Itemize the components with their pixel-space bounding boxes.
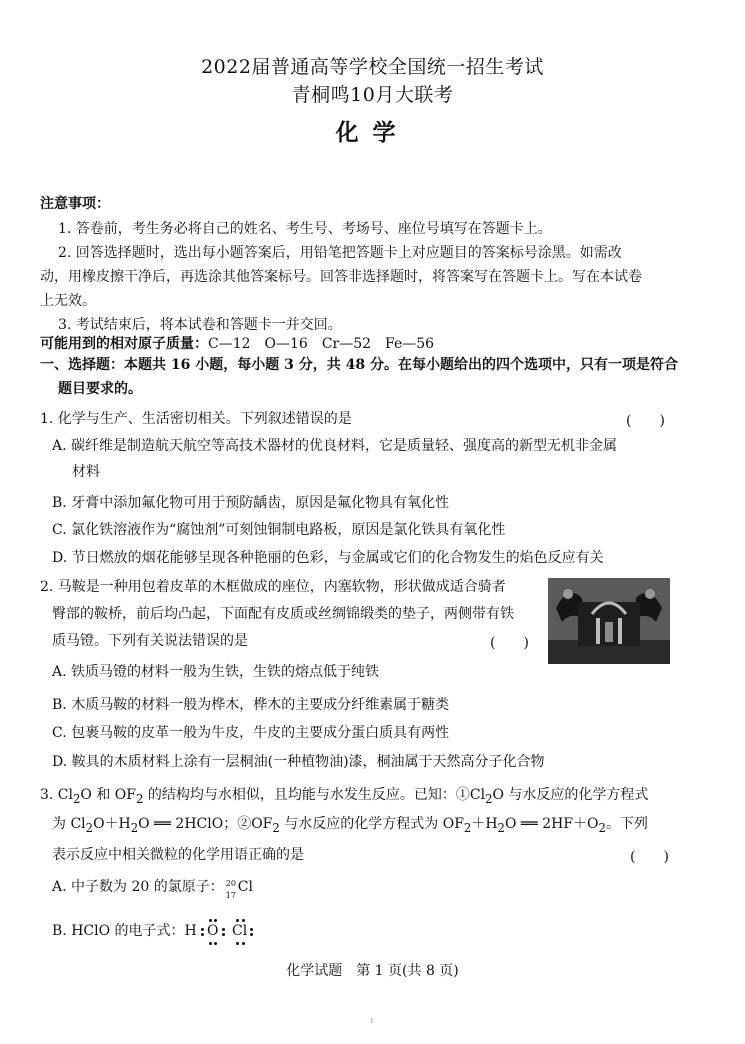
q2-answer-blank: ( ): [490, 635, 529, 651]
q3-option-a: [52, 878, 253, 900]
electron-dot: [242, 919, 245, 922]
electron-dot: [209, 919, 212, 922]
exam-title: 2022届普通高等学校全国统一招生考试: [201, 56, 544, 78]
q3-text: 3. Cl: [40, 787, 73, 803]
q3-stem-2: [52, 815, 648, 837]
q2-option-b: B. 木质马鞍的材料一般为桦木，桦木的主要成分纤维素属于糖类: [52, 697, 450, 713]
notice-item-3: 3. 考试结束后，将本试卷和答题卡一并交回。: [58, 317, 342, 333]
q3-text: 。下列: [605, 816, 648, 832]
electron-dot: [222, 928, 225, 931]
subscript: 2: [497, 820, 505, 835]
atomic-mass-line: [40, 335, 434, 353]
q3-answer-blank: ( ): [630, 849, 669, 865]
notice-item-2c: 上无效。: [40, 293, 96, 309]
atomic-number: 17: [225, 891, 236, 900]
oxygen-symbol: O: [207, 923, 219, 939]
electron-dot: [236, 942, 239, 945]
q3-stem-3: 表示反应中相关微粒的化学用语正确的是: [52, 847, 304, 863]
q2-stem-3: 质马镫。下列有关说法错误的是: [52, 633, 248, 649]
q1-option-d: D. 节日燃放的烟花能够呈现各种艳丽的色彩，与金属或它们的化合物发生的焰色反应有关: [52, 550, 604, 566]
q2-option-c: C. 包裹马鞍的皮革一般为牛皮，牛皮的主要成分蛋白质具有两性: [52, 725, 450, 741]
q3-text: O ══ 2HF＋O: [504, 816, 599, 832]
subscript: 2: [598, 820, 606, 835]
subscript: 2: [130, 820, 139, 835]
notice-item-2b: 动，用橡皮擦干净后，再选涂其他答案标号。回答非选择题时，将答案写在答题卡上。写在本试卷: [40, 269, 642, 285]
q2-option-d: D. 鞍具的木质材料上涂有一层桐油(一种植物油)漆，桐油属于天然高分子化合物: [52, 754, 545, 770]
q2-stem-2: 臀部的鞍桥，前后均凸起，下面配有皮质或丝绸锦缎类的垫子，两侧带有铁: [52, 606, 514, 622]
electron-dot: [214, 919, 217, 922]
q2-option-a: A. 铁质马镫的材料一般为生铁，生铁的熔点低于纯铁: [52, 664, 380, 680]
q2-stem-1: 2. 马鞍是一种用包着皮革的木框做成的座位，内塞软物，形状做成适合骑者: [40, 579, 506, 595]
q1-answer-blank: ( ): [626, 413, 665, 429]
electron-dot: [250, 928, 253, 931]
mass-number: 20: [225, 879, 236, 888]
atomic-mass-label: 可能用到的相对原子质量：: [40, 336, 208, 352]
q3-stem-1: [40, 786, 648, 808]
notice-item-1: 1. 答卷前，考生务必将自己的姓名、考生号、考场号、座位号填写在答题卡上。: [58, 221, 552, 237]
q1-option-a: A. 碳纤维是制造航天航空等高技术器材的优良材料，它是质量轻、强度高的新型无机非金属: [52, 438, 618, 454]
electron-dot: [242, 942, 245, 945]
notice-item-2a: 2. 回答选择题时，选出每小题答案后，用铅笔把答题卡上对应题目的答案标号涂黑。如需改: [58, 245, 622, 261]
section1-line2: 题目要求的。: [58, 381, 142, 397]
q3-text: O 和 OF: [80, 787, 136, 803]
q1-option-c: C. 氯化铁溶液作为“腐蚀剂”可刻蚀铜制电路板，原因是氯化铁具有氧化性: [52, 522, 506, 538]
page-footer: 化学试题 第 1 页(共 8 页): [286, 963, 459, 979]
electron-dot: [214, 942, 217, 945]
q3-text: 与水反应的化学方程式为 OF: [279, 816, 464, 832]
saddle-photo: [548, 578, 670, 664]
subscript: 2: [463, 820, 472, 835]
q3-text: ＋H: [471, 816, 498, 832]
subject-title: 化学: [335, 119, 410, 146]
subscript: 2: [272, 820, 280, 835]
lewis-structure: [204, 920, 264, 944]
tiny-mark: 1: [370, 1018, 374, 1025]
q3-text: O＋H: [93, 816, 131, 832]
electron-dot: [236, 919, 239, 922]
q3-option-b: B. HClO 的电子式：H: [52, 923, 197, 939]
section1-line1: 一、选择题：本题共 16 小题，每小题 3 分，共 48 分。在每小题给出的四个选项中，只有一项是符合: [40, 357, 678, 373]
subscript: 2: [85, 820, 94, 835]
chlorine-symbol: Cl: [232, 923, 248, 939]
element-symbol: Cl: [237, 879, 253, 895]
q1-option-a-cont: 材料: [72, 464, 100, 480]
q3-text: O 与水反应的化学方程式: [492, 787, 649, 803]
notice-title: 注意事项：: [40, 196, 110, 212]
exam-subtitle: 青桐鸣10月大联考: [291, 84, 454, 106]
q1-option-b: B. 牙膏中添加氟化物可用于预防龋齿，原因是氟化物具有氧化性: [52, 495, 450, 511]
electron-dot: [201, 933, 204, 936]
nuclide-notation: [224, 878, 238, 900]
q3-text: O ══ 2HClO；②OF: [138, 816, 273, 832]
atomic-mass-values: C—12 O—16 Cr—52 Fe—56: [208, 336, 435, 352]
electron-dot: [222, 933, 225, 936]
electron-dot: [201, 928, 204, 931]
q3-text: 为 Cl: [52, 816, 86, 832]
subscript: 2: [136, 791, 144, 806]
subscript: 2: [73, 791, 81, 806]
electron-dot: [250, 933, 253, 936]
q3-option-a-text: A. 中子数为 20 的氯原子：: [52, 879, 224, 895]
subscript: 2: [485, 791, 493, 806]
q1-stem: 1. 化学与生产、生活密切相关。下列叙述错误的是: [40, 411, 352, 427]
q3-text: 的结构均与水相似，且均能与水发生反应。已知：①Cl: [143, 787, 486, 803]
electron-dot: [209, 942, 212, 945]
